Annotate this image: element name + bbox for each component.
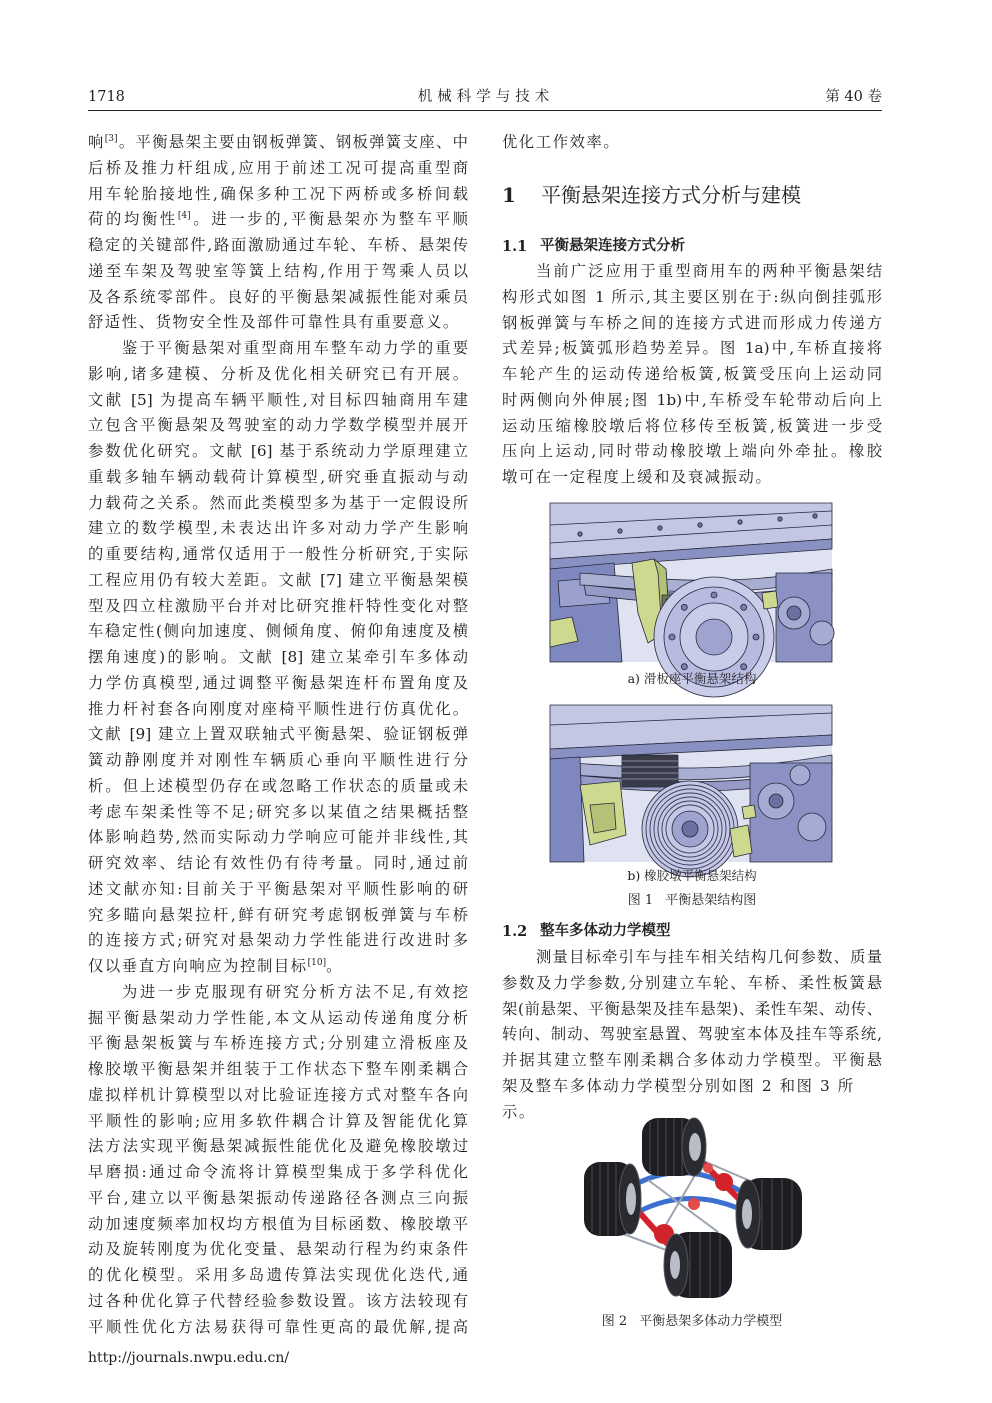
- text-line: 体影响趋势,然而实际动力学响应可能并非线性,其: [88, 828, 468, 847]
- paragraph: [88, 336, 468, 980]
- journal-url: http://journals.nwpu.edu.cn/: [88, 1350, 290, 1366]
- text-line: 动及旋转刚度为优化变量、悬架动行程为约束条件: [88, 1240, 468, 1259]
- text-line: 墩可在一定程度上缓和及衰减振动。: [502, 468, 773, 486]
- text-line: 工程应用仍有较大差距。文献 [7] 建立平衡悬架模: [88, 570, 468, 589]
- text-line: 并据其建立整车刚柔耦合多体动力学模型。平衡悬: [502, 1051, 882, 1069]
- paragraph-continuation: [502, 130, 882, 156]
- text-line: 的重要结构,通常仅适用于一般性分析研究,于实际: [88, 545, 468, 563]
- rubber-block-suspension-image: [550, 705, 832, 862]
- paragraph: [502, 259, 882, 491]
- text-line: 及各系统零部件。良好的平衡悬架减振性能对乘员: [88, 287, 468, 306]
- text-line: 述文献亦知:目前关于平衡悬架对平顺性影响的研: [88, 879, 468, 898]
- text-line: 的优化模型。采用多岛遗传算法实现优化迭代,通: [88, 1266, 468, 1284]
- paragraph: [88, 130, 468, 336]
- text-line: 影响,诸多建模、分析及优化相关研究已有开展。: [88, 364, 468, 383]
- text-line: 转向、制动、驾驶室悬置、驾驶室本体及挂车等系统,: [502, 1025, 882, 1044]
- text-line: 力学仿真模型,通过调整平衡悬架连杆布置角度及: [88, 673, 468, 692]
- text-line: 文献 [9] 建立上置双联轴式平衡悬架、验证钢板弹: [88, 725, 468, 744]
- text-line: 究多瞄向悬架拉杆,鲜有研究考虑钢板弹簧与车桥: [88, 905, 468, 924]
- text-line: 动加速度频率加权均方根值为目标函数、橡胶墩平: [88, 1214, 468, 1233]
- citation-superscript: [3]: [104, 134, 118, 144]
- text-line: 平顺性的影响;应用多软件耦合计算及智能优化算: [88, 1111, 468, 1130]
- text-line: 摆角速度)的影响。文献 [8] 建立某牵引车多体动: [88, 648, 468, 666]
- citation-superscript: [10]: [307, 958, 327, 968]
- tire: [642, 1118, 706, 1176]
- section-heading: [502, 182, 882, 208]
- text-line: 车轮产生的运动传递给板簧,板簧受压向上运动同: [502, 365, 882, 383]
- figure-label: 图 1: [627, 893, 654, 908]
- text-line: 过各种优化算子代替经验参数设置。该方法较现有: [88, 1291, 468, 1310]
- citation-superscript: [4]: [177, 211, 191, 222]
- paragraph: [88, 980, 468, 1341]
- page-number: 1718: [88, 89, 125, 105]
- left-column: [88, 130, 468, 1340]
- text-line: 稳定的关键部件,路面激励通过车轮、车桥、悬架传: [88, 236, 468, 254]
- text-line: 橡胶墩平衡悬架并组装于工作状态下整车刚柔耦合: [88, 1060, 468, 1078]
- sliding-seat-suspension-image: [550, 503, 832, 662]
- text-line: 响[3]。平衡悬架主要由钢板弹簧、钢板弹簧支座、中: [88, 133, 468, 151]
- text-line: 掘平衡悬架动力学性能,本文从运动传递角度分析: [88, 1008, 468, 1027]
- text-line: 簧动静刚度并对刚性车辆质心垂向平顺性进行分: [88, 751, 468, 769]
- text-line: 法方法实现平衡悬架减振性能优化及避免橡胶墩过: [88, 1137, 468, 1156]
- text-line: 式差异;板簧弧形趋势差异。图 1a)中,车桥直接将: [502, 339, 882, 358]
- section-number: 1: [502, 183, 516, 207]
- rubber-block: [622, 755, 678, 787]
- text-line: 后桥及推力杆组成,应用于前述工况可提高重型商: [88, 158, 468, 177]
- figure-label: 图 2: [601, 1314, 628, 1329]
- text-line: 文献 [5] 为提高车辆平顺性,对目标四轴商用车建: [88, 390, 468, 409]
- text-line: 重载多轴车辆动载荷计算模型,研究垂直振动与动: [88, 467, 468, 486]
- text-line: 优化工作效率。: [502, 133, 621, 151]
- text-line: 荷的均衡性[4]。进一步的,平衡悬架亦为整车平顺: [88, 210, 468, 229]
- text-line: 当前广泛应用于重型商用车的两种平衡悬架结: [536, 262, 882, 280]
- text-line: 为进一步克服现有研究分析方法不足,有效挖: [122, 982, 468, 1001]
- text-line: 平台,建立以平衡悬架振动传递路径各测点三向振: [88, 1188, 468, 1207]
- journal-title: 机械科学与技术: [417, 89, 555, 105]
- text-line: 压向上运动,同时带动橡胶墩上端向外牵扯。橡胶: [502, 442, 882, 461]
- subsection-heading: [502, 234, 882, 260]
- text-line: 力载荷之关系。然而此类模型多为基于一定假设所: [88, 493, 468, 512]
- figure-caption-text: 平衡悬架结构图: [665, 893, 757, 908]
- subsection-heading: [502, 919, 882, 945]
- multibody-suspension-model-image: [578, 1110, 808, 1302]
- text-line: 时两侧向外伸展;图 1b)中,车桥受车轮带动后向上: [502, 390, 882, 409]
- figure-caption-text: 平衡悬架多体动力学模型: [639, 1314, 783, 1329]
- text-line: 鉴于平衡悬架对重型商用车整车动力学的重要: [122, 339, 468, 357]
- text-line: 参数优化研究。文献 [6] 基于系统动力学原理建立: [88, 442, 468, 460]
- paragraph: [502, 945, 882, 1121]
- text-line: 析。但上述模型仍存在或忽略工作状态的质量或未: [88, 776, 468, 795]
- text-line: 架及整车多体动力学模型分别如图 2 和图 3 所示。: [502, 1076, 855, 1121]
- text-line: 架(前悬架、平衡悬架及挂车悬架)、柔性车架、动传、: [502, 999, 882, 1018]
- section-title: 平衡悬架连接方式分析与建模: [541, 183, 801, 207]
- text-line: 用车轮胎接地性,确保多种工况下两桥或多桥间载: [88, 184, 468, 203]
- volume-label: 第 40 卷: [825, 89, 882, 105]
- text-line: 舒适性、货物安全性及部件可靠性具有重要意义。: [88, 313, 460, 332]
- figure-2-caption: [502, 1313, 882, 1330]
- tire: [736, 1178, 802, 1250]
- text-line: 仅以垂直方向响应为控制目标[10]。: [88, 957, 344, 975]
- subsection-title: 平衡悬架连接方式分析: [540, 238, 685, 254]
- text-line: 运动压缩橡胶墩后将位移传至板簧,板簧进一步受: [502, 416, 882, 435]
- text-line: 型及四立柱激励平台并对比研究推杆特性变化对整: [88, 596, 468, 615]
- text-line: 测量目标牵引车与挂车相关结构几何参数、质量: [536, 948, 882, 966]
- text-line: 递至车架及驾驶室等簧上结构,作用于驾乘人员以: [88, 261, 468, 280]
- text-line: 构形式如图 1 所示,其主要区别在于:纵向倒挂弧形: [502, 287, 882, 306]
- text-line: 平顺性优化方法易获得可靠性更高的最优解,提高: [88, 1317, 468, 1336]
- text-line: 考虑车架柔性等不足;研究多以某值之结果概括整: [88, 802, 468, 821]
- text-line: 立包含平衡悬架及驾驶室的动力学数学模型并展开: [88, 416, 468, 435]
- subfigure-b-caption: b) 橡胶墩平衡悬架结构: [627, 868, 757, 883]
- text-line: 早磨损:通过命令流将计算模型集成于多学科优化: [88, 1163, 468, 1181]
- text-line: 钢板弹簧与车桥之间的连接方式进而形成力传递方: [502, 313, 882, 332]
- subsection-title: 整车多体动力学模型: [540, 923, 671, 939]
- text-line: 虚拟样机计算模型以对比验证连接方式对整车各向: [88, 1085, 468, 1104]
- text-line: 参数及力学参数,分别建立车轮、车桥、柔性板簧悬: [502, 973, 882, 992]
- text-line: 推力杆衬套各向刚度对座椅平顺性进行仿真优化。: [88, 699, 468, 718]
- tire: [584, 1162, 641, 1236]
- subsection-number: 1.1: [502, 238, 528, 255]
- text-line: 研究效率、结论有效性仍有待考量。同时,通过前: [88, 854, 468, 872]
- text-line: 的连接方式;研究对悬架动力学性能进行改进时多: [88, 931, 468, 950]
- text-line: 平衡悬架板簧与车桥连接方式;分别建立滑板座及: [88, 1034, 468, 1053]
- figure-1-caption: [502, 892, 882, 909]
- subsection-number: 1.2: [502, 923, 528, 940]
- subfigure-a-caption: a) 滑板座平衡悬架结构: [627, 671, 757, 686]
- tire: [664, 1232, 732, 1298]
- text-line: 车稳定性(侧向加速度、侧倾角度、俯仰角速度及横: [88, 622, 468, 641]
- header-rule: [88, 110, 882, 111]
- text-line: 建立的数学模型,未表达出许多对动力学产生影响: [88, 519, 468, 538]
